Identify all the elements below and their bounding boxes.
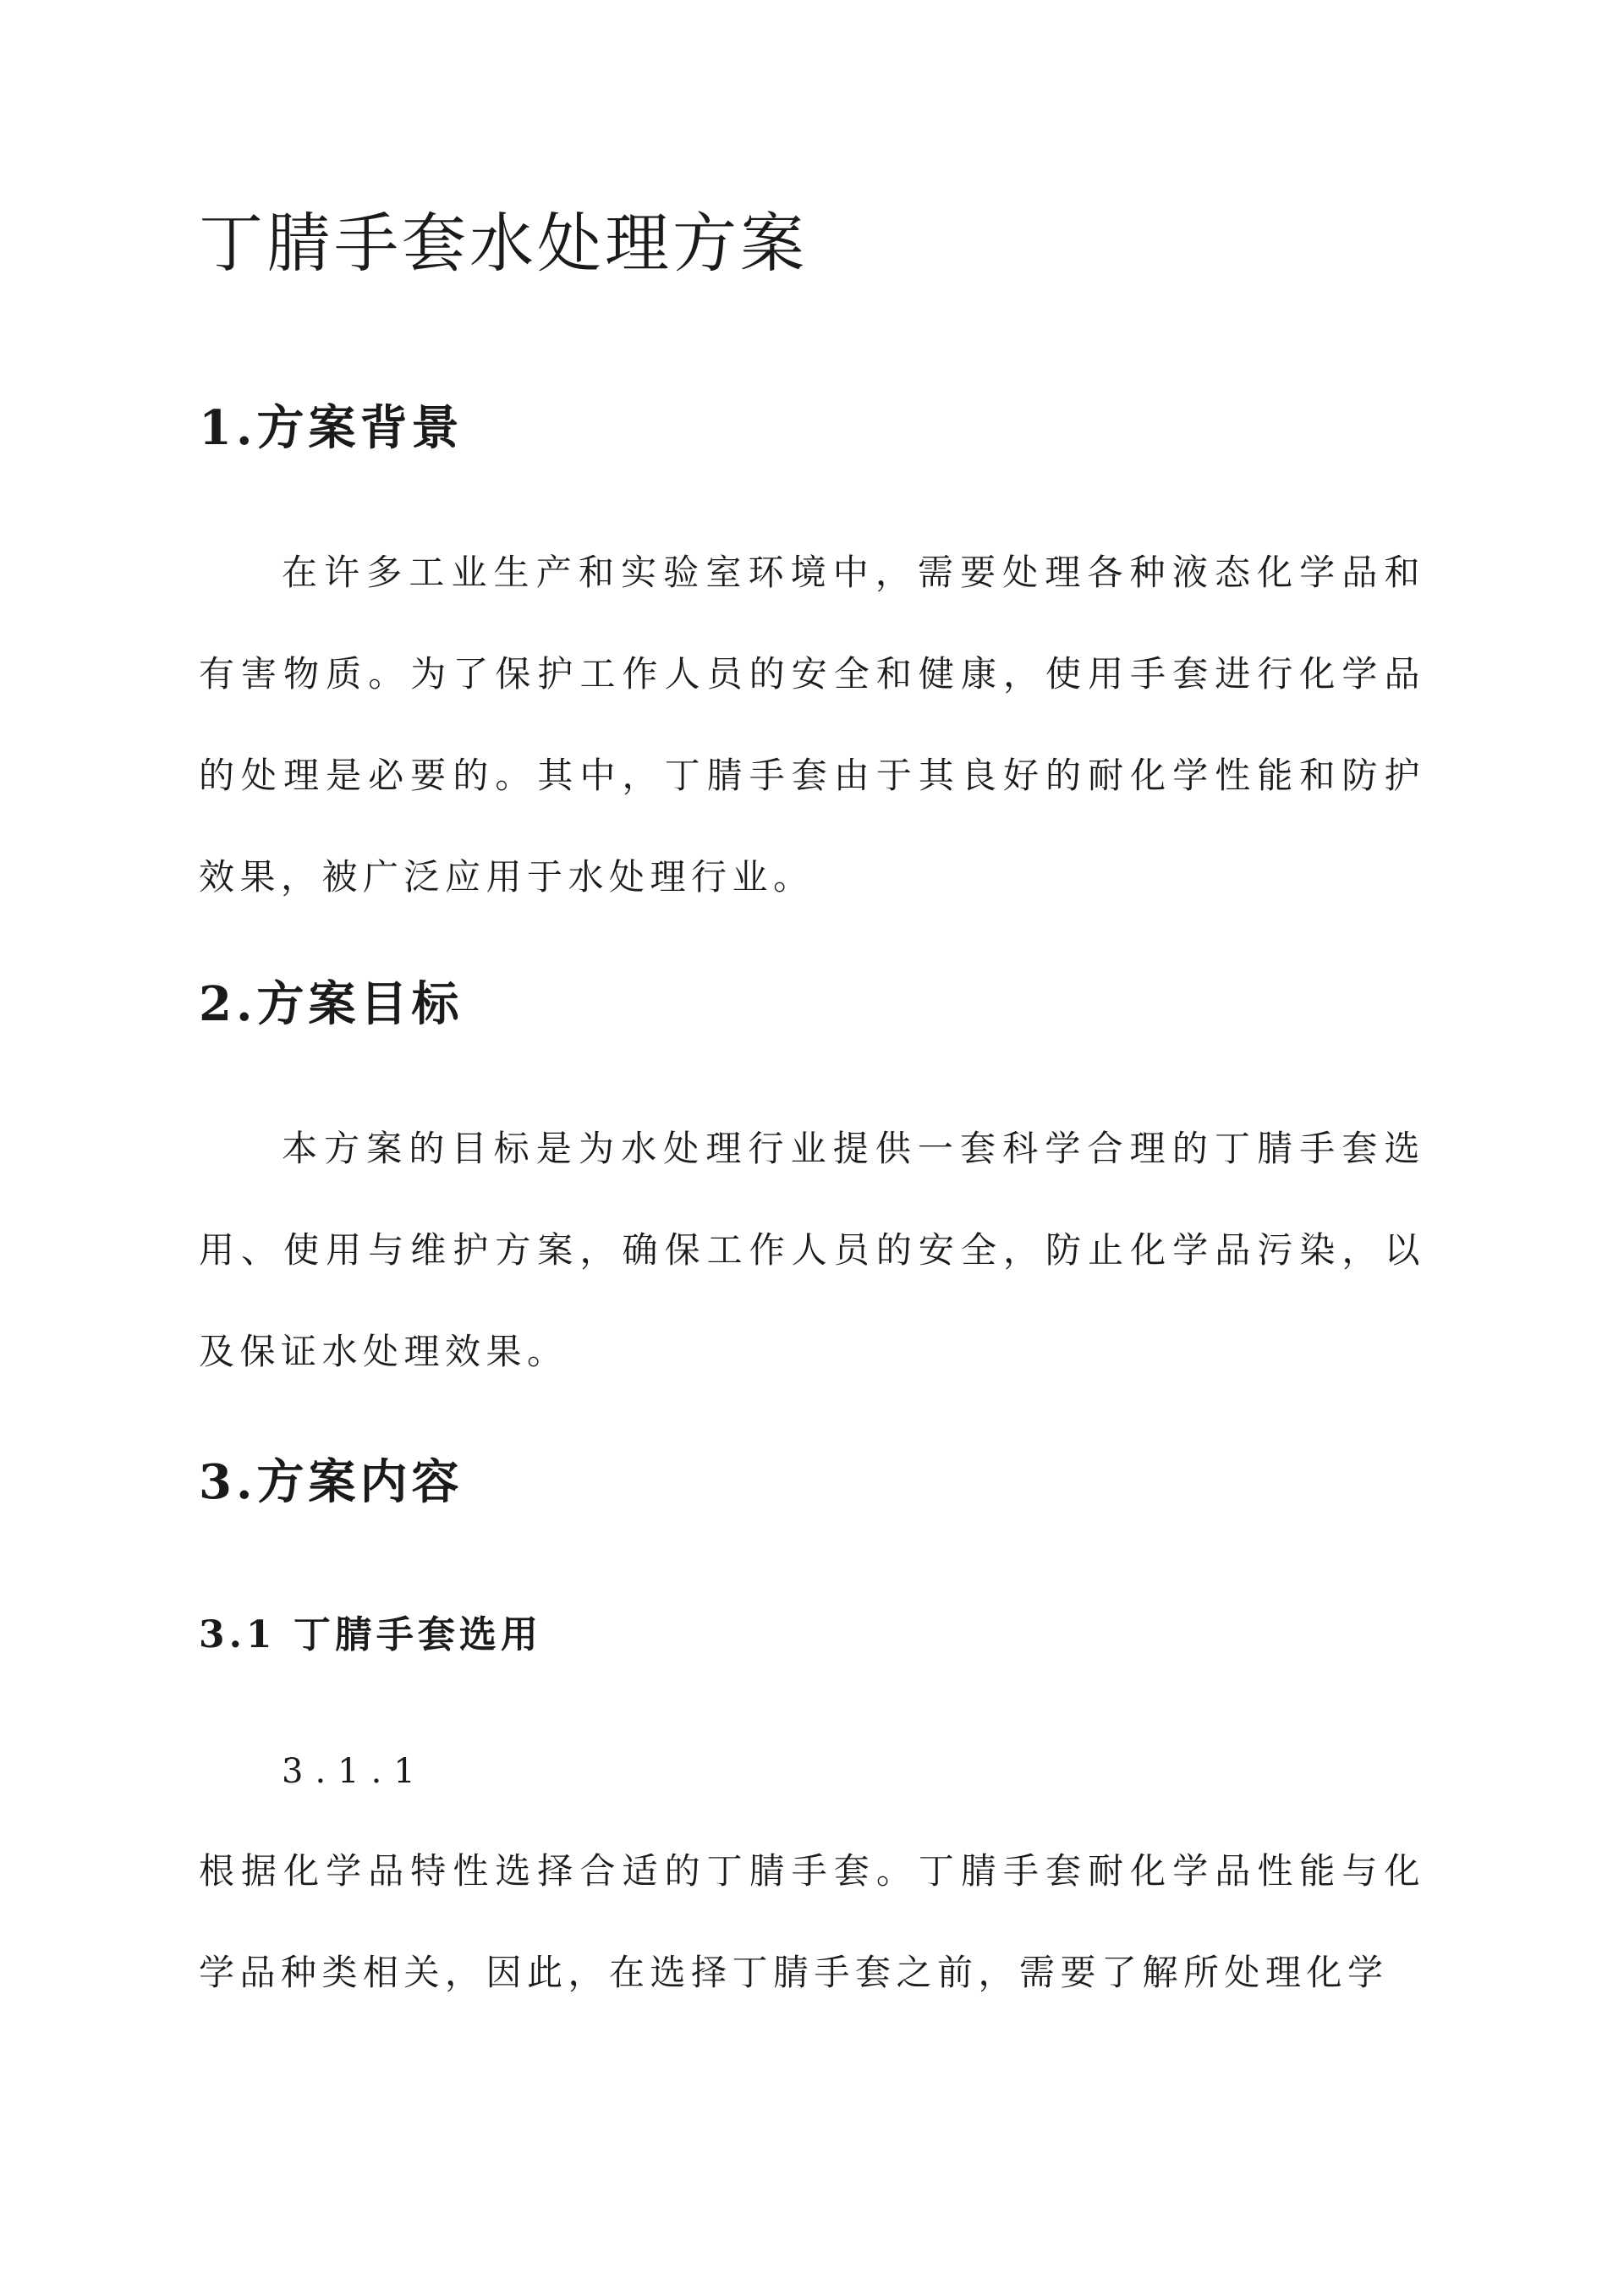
section-1-paragraph: 在许多工业生产和实验室环境中，需要处理各种液态化学品和有害物质。为了保护工作人员的安全和健康，使用手套进行化学品的处理是必要的。其中，丁腈手套由于其良好的耐化学性能和防护效果，被广泛应用于水处理行业。 (199, 552, 1425, 898)
section-2-heading: 2.方案目标 (199, 976, 464, 1032)
section-1-heading: 1.方案背景 (199, 400, 464, 456)
subsection-3-1-heading: 3.1 丁腈手套选用 (199, 1613, 542, 1656)
subsection-3-1-paragraph: 根据化学品特性选择合适的丁腈手套。丁腈手套耐化学品性能与化学品种类相关，因此，在选择丁腈手套之前，需要了解所处理化学 (199, 1850, 1425, 1993)
item-number-3-1-1: 3.1.1 (282, 1752, 427, 1791)
section-2-paragraph: 本方案的目标是为水处理行业提供一套科学合理的丁腈手套选用、使用与维护方案，确保工作人员的安全，防止化学品污染，以及保证水处理效果。 (199, 1128, 1425, 1372)
section-3-heading: 3.方案内容 (199, 1454, 464, 1510)
document-title: 丁腈手套水处理方案 (199, 206, 808, 281)
